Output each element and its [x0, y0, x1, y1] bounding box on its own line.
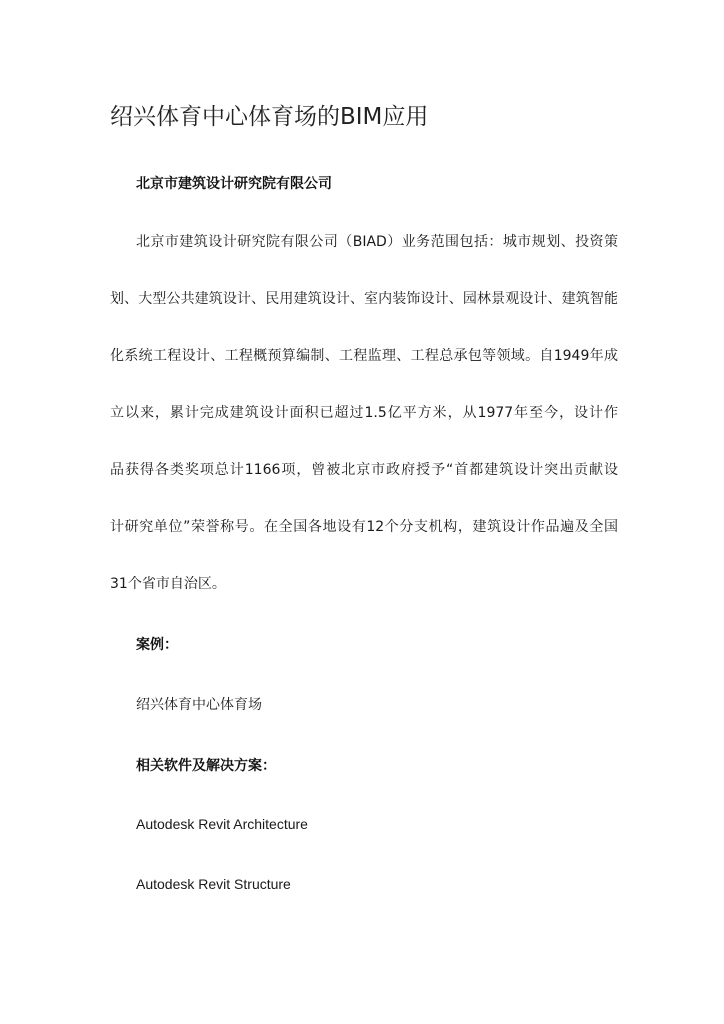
- software-item: Autodesk Revit Architecture: [136, 816, 308, 832]
- software-item: Autodesk Revit Structure: [136, 876, 291, 892]
- intro-line: 品获得各类奖项总计1166项，曾被北京市政府授予“首都建筑设计突出贡献设: [110, 462, 618, 478]
- case-name: 绍兴体育中心体育场: [136, 697, 262, 713]
- software-label: 相关软件及解决方案：: [136, 758, 276, 774]
- intro-line: 31个省市自治区。: [110, 576, 226, 592]
- intro-line: 北京市建筑设计研究院有限公司（BIAD）业务范围包括：城市规划、投资策: [136, 234, 618, 250]
- intro-line: 划、大型公共建筑设计、民用建筑设计、室内装饰设计、园林景观设计、建筑智能: [110, 291, 618, 307]
- case-label: 案例：: [136, 637, 178, 653]
- intro-line: 计研究单位”荣誉称号。在全国各地设有12个分支机构，建筑设计作品遍及全国: [110, 519, 618, 535]
- document-title: 绍兴体育中心体育场的BIM应用: [110, 104, 429, 130]
- intro-line: 化系统工程设计、工程概预算编制、工程监理、工程总承包等领域。自1949年成: [110, 348, 618, 364]
- intro-line: 立以来，累计完成建筑设计面积已超过1.5亿平方米，从1977年至今，设计作: [110, 405, 618, 421]
- company-heading: 北京市建筑设计研究院有限公司: [136, 176, 332, 192]
